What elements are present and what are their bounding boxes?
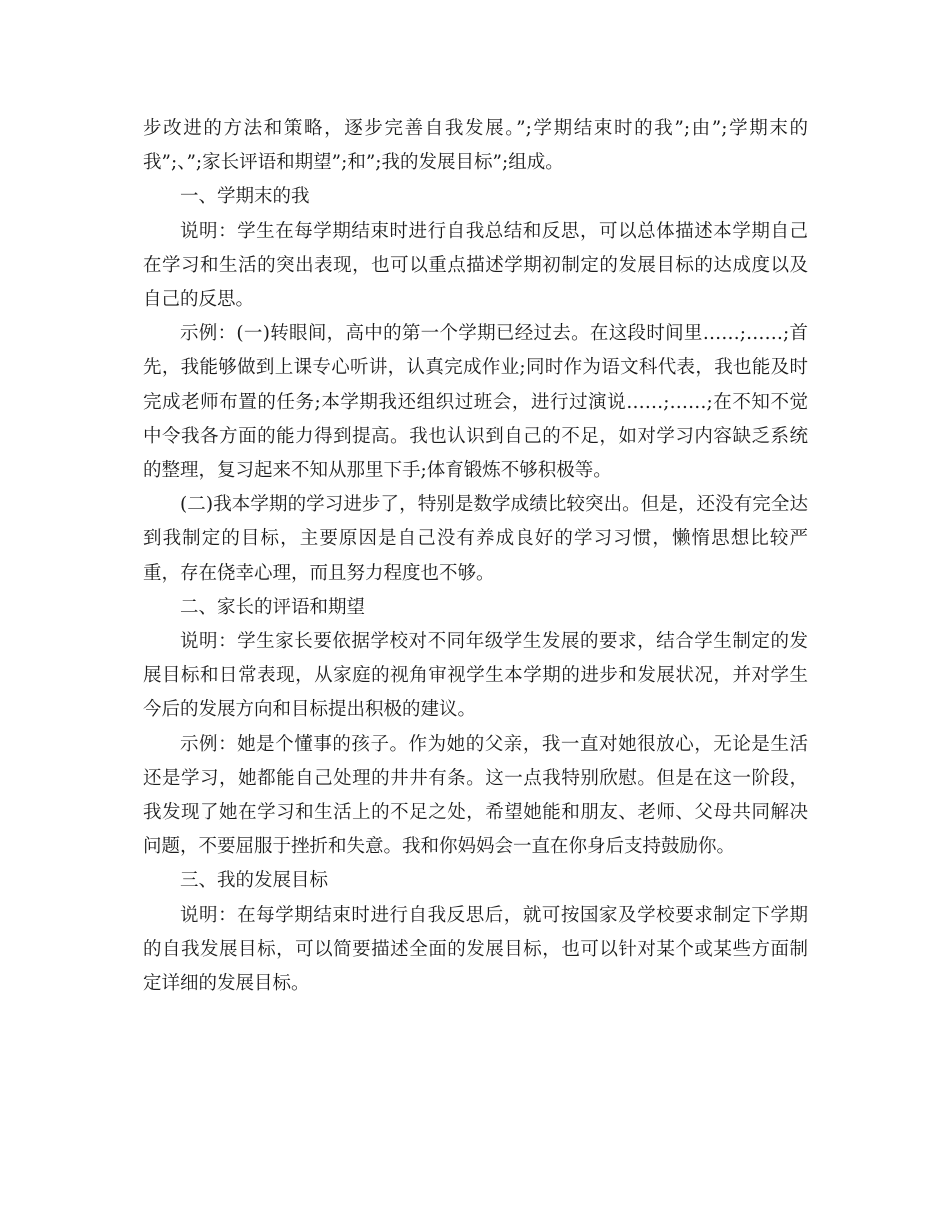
section-2-explanation-paragraph: 说明：学生家长要依据学校对不同年级学生发展的要求，结合学生制定的发展目标和日常表现，从家庭的视角审视学生本学期的进步和发展状况，并对学生今后的发展方向和目标提出积极的建议。 bbox=[143, 631, 808, 721]
document-body bbox=[143, 112, 808, 1001]
section-1-explanation-paragraph: 说明：学生在每学期结束时进行自我总结和反思，可以总体描述本学期自己在学习和生活的突出表现，也可以重点描述学期初制定的发展目标的达成度以及自己的反思。 bbox=[143, 220, 808, 311]
section-2-example-paragraph: 示例：她是个懂事的孩子。作为她的父亲，我一直对她很放心，无论是生活还是学习，她都能自己处理的井井有条。这一点我特别欣慰。但是在这一阶段，我发现了她在学习和生活上的不足之处，希望她能和朋友、老师、父母共同解决问题，不要屈服于挫折和失意。我和你妈妈会一直在你身后支持鼓励你。 bbox=[143, 733, 808, 858]
section-heading-parent-comments: 二、家长的评语和期望 bbox=[180, 596, 366, 618]
intro-continued-paragraph: 步改进的方法和策略，逐步完善自我发展。”;学期结束时的我”;由”;学期末的我”;、”;家长评语和期望”;和”;我的发展目标”;组成。 bbox=[143, 118, 808, 174]
section-heading-self-at-term-end: 一、学期末的我 bbox=[180, 186, 310, 208]
section-1-example-paragraph-2: (二)我本学期的学习进步了，特别是数学成绩比较突出。但是，还没有完全达到我制定的目标，主要原因是自己没有养成良好的学习习惯，懒惰思想比较严重，存在侥幸心理，而且努力程度也不够。 bbox=[143, 494, 808, 584]
section-3-explanation-paragraph: 说明：在每学期结束时进行自我反思后，就可按国家及学校要求制定下学期的自我发展目标，可以简要描述全面的发展目标，也可以针对某个或某些方面制定详细的发展目标。 bbox=[143, 904, 808, 995]
section-1-example-paragraph-1: 示例：(一)转眼间，高中的第一个学期已经过去。在这段时间里……;……;首先，我能够做到上课专心听讲，认真完成作业;同时作为语文科代表，我也能及时完成老师布置的任务;本学期我还组织过班会，进行过演说……;……;在不知不觉中令我各方面的能力得到提高。我也认识到自己的不足，如对学习内容缺乏系统的整理，复习起来不知从那里下手;体育锻炼不够积极等。 bbox=[143, 323, 808, 482]
section-heading-development-goals: 三、我的发展目标 bbox=[180, 870, 329, 892]
